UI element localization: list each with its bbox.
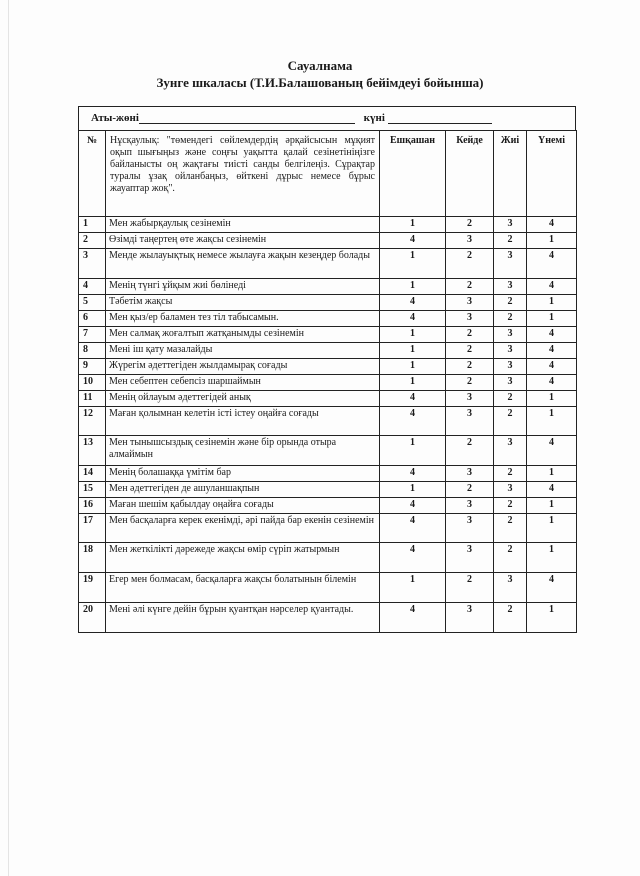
always-score[interactable]: 1 [527,466,577,482]
often-score[interactable]: 3 [494,375,527,391]
table-row [79,249,577,279]
row-statement: Мен жабырқаулық сезінемін [106,217,380,233]
row-statement: Маған қолымнан келетін істі істеу оңайға соғады [106,407,380,436]
row-number: 16 [79,498,106,514]
sometimes-score[interactable]: 3 [446,498,494,514]
often-score[interactable]: 3 [494,573,527,603]
table-row [79,311,577,327]
row-number: 8 [79,343,106,359]
often-score[interactable]: 3 [494,482,527,498]
always-score[interactable]: 1 [527,514,577,543]
row-number: 14 [79,466,106,482]
never-score[interactable]: 1 [380,279,446,295]
never-score[interactable]: 4 [380,603,446,633]
row-number: 13 [79,436,106,466]
table-row [79,233,577,249]
always-score[interactable]: 1 [527,233,577,249]
always-score[interactable]: 4 [527,279,577,295]
col-num: № [79,131,106,217]
table-row [79,295,577,311]
date-label: күні [363,112,385,124]
row-statement: Мен тынышсыздық сезінемін және бір орында отыра алмаймын [106,436,380,466]
always-score[interactable]: 4 [527,327,577,343]
questionnaire-sheet [78,106,576,621]
often-score[interactable]: 3 [494,217,527,233]
row-number: 3 [79,249,106,279]
row-statement: Мен әдеттегіден де ашуланшақпын [106,482,380,498]
often-score[interactable]: 3 [494,327,527,343]
often-score[interactable]: 3 [494,359,527,375]
table-row [79,573,577,603]
sometimes-score[interactable]: 2 [446,279,494,295]
sometimes-score[interactable]: 2 [446,327,494,343]
name-date-row [78,106,576,130]
always-score[interactable]: 4 [527,573,577,603]
row-statement: Маған шешім қабылдау оңайға соғады [106,498,380,514]
always-score[interactable]: 4 [527,375,577,391]
often-score[interactable]: 3 [494,343,527,359]
table-header [79,131,577,217]
table-row [79,514,577,543]
row-number: 4 [79,279,106,295]
often-score[interactable]: 2 [494,514,527,543]
often-score[interactable]: 2 [494,466,527,482]
never-score[interactable]: 4 [380,514,446,543]
row-statement: Мені әлі күнге дейін бұрын қуантқан нәрселер қуантады. [106,603,380,633]
row-number: 1 [79,217,106,233]
row-number: 15 [79,482,106,498]
row-statement: Менің ойлауым әдеттегідей анық [106,391,380,407]
questionnaire-table [78,130,577,633]
sometimes-score[interactable]: 3 [446,295,494,311]
row-statement: Менің болашаққа үмітім бар [106,466,380,482]
row-number: 2 [79,233,106,249]
row-statement: Тәбетім жақсы [106,295,380,311]
table-row [79,217,577,233]
sometimes-score[interactable]: 2 [446,482,494,498]
row-statement: Мені іш қату мазалайды [106,343,380,359]
often-score[interactable]: 3 [494,279,527,295]
table-row [79,391,577,407]
table-row [79,543,577,573]
always-score[interactable]: 4 [527,249,577,279]
page-subtitle: Зунге шкаласы (Т.И.Балашованың бейімдеуі бойынша) [156,75,484,90]
sometimes-score[interactable]: 3 [446,311,494,327]
sometimes-score[interactable]: 3 [446,466,494,482]
row-statement: Өзімді таңертең өте жақсы сезінемін [106,233,380,249]
always-score[interactable]: 4 [527,436,577,466]
row-number: 17 [79,514,106,543]
always-score[interactable]: 1 [527,311,577,327]
page-edge [8,0,9,876]
table-row [79,603,577,633]
row-number: 9 [79,359,106,375]
sometimes-score[interactable]: 3 [446,514,494,543]
sometimes-score[interactable]: 2 [446,217,494,233]
never-score[interactable]: 1 [380,217,446,233]
row-statement: Мен себептен себепсіз шаршаймын [106,375,380,391]
table-row [79,482,577,498]
sometimes-score[interactable]: 3 [446,391,494,407]
always-score[interactable]: 1 [527,295,577,311]
col-never: Ешқашан [380,131,446,217]
table-row [79,343,577,359]
row-number: 19 [79,573,106,603]
row-statement: Менің түнгі ұйқым жиі бөлінеді [106,279,380,295]
never-score[interactable]: 4 [380,498,446,514]
never-score[interactable]: 1 [380,359,446,375]
instruction-text: Нұсқаулық: "төмендегі сөйлемдердің әрқайсысын мұқият оқып шығыңыз және соңғы уақытта қалай сезінетініңізге байланысты оң жақтағы тиісті санды белгілеңіз. Сұрақтар туралы ұзақ ойланбаңыз, өйткені дұрыс немесе бұрыс жауаптар жоқ". [106,131,380,217]
always-score[interactable]: 1 [527,391,577,407]
never-score[interactable]: 4 [380,543,446,573]
table-row [79,407,577,436]
table-row [79,436,577,466]
never-score[interactable]: 1 [380,573,446,603]
often-score[interactable]: 2 [494,498,527,514]
table-row [79,327,577,343]
table-row [79,279,577,295]
row-statement: Мен басқаларға керек екенімді, әрі пайда бар екенін сезінемін [106,514,380,543]
often-score[interactable]: 2 [494,407,527,436]
name-label: Аты-жөні [91,112,139,124]
sometimes-score[interactable]: 2 [446,343,494,359]
table-row [79,498,577,514]
row-number: 20 [79,603,106,633]
never-score[interactable]: 1 [380,249,446,279]
sometimes-score[interactable]: 3 [446,603,494,633]
row-number: 10 [79,375,106,391]
sometimes-score[interactable]: 3 [446,233,494,249]
col-always: Үнемі [527,131,577,217]
date-field[interactable] [388,113,492,124]
always-score[interactable]: 1 [527,603,577,633]
row-statement: Мен қыз/ер баламен тез тіл табысамын. [106,311,380,327]
never-score[interactable]: 4 [380,295,446,311]
always-score[interactable]: 1 [527,407,577,436]
row-number: 7 [79,327,106,343]
often-score[interactable]: 2 [494,391,527,407]
row-number: 11 [79,391,106,407]
col-sometimes: Кейде [446,131,494,217]
always-score[interactable]: 4 [527,343,577,359]
always-score[interactable]: 4 [527,217,577,233]
often-score[interactable]: 2 [494,295,527,311]
often-score[interactable]: 2 [494,311,527,327]
never-score[interactable]: 4 [380,466,446,482]
never-score[interactable]: 1 [380,436,446,466]
page-title: Сауалнама [287,58,353,73]
row-number: 6 [79,311,106,327]
row-number: 18 [79,543,106,573]
never-score[interactable]: 1 [380,375,446,391]
row-statement: Менде жылауықтық немесе жылауға жақын кезеңдер болады [106,249,380,279]
sometimes-score[interactable]: 3 [446,407,494,436]
always-score[interactable]: 4 [527,482,577,498]
always-score[interactable]: 1 [527,543,577,573]
name-field[interactable] [139,113,355,124]
never-score[interactable]: 4 [380,391,446,407]
never-score[interactable]: 1 [380,327,446,343]
row-statement: Жүрегім әдеттегіден жылдамырақ соғады [106,359,380,375]
often-score[interactable]: 3 [494,249,527,279]
always-score[interactable]: 4 [527,359,577,375]
sometimes-score[interactable]: 3 [446,543,494,573]
sometimes-score[interactable]: 2 [446,249,494,279]
col-often: Жиі [494,131,527,217]
table-row [79,375,577,391]
row-statement: Егер мен болмасам, басқаларға жақсы болатынын білемін [106,573,380,603]
often-score[interactable]: 3 [494,436,527,466]
never-score[interactable]: 1 [380,343,446,359]
title-block [0,58,640,91]
often-score[interactable]: 2 [494,603,527,633]
table-row [79,466,577,482]
row-statement: Мен жеткілікті дәрежеде жақсы өмір сүріп жатырмын [106,543,380,573]
often-score[interactable]: 2 [494,543,527,573]
row-statement: Мен салмақ жоғалтып жатқанымды сезінемін [106,327,380,343]
never-score[interactable]: 4 [380,233,446,249]
sometimes-score[interactable]: 2 [446,436,494,466]
often-score[interactable]: 2 [494,233,527,249]
row-number: 5 [79,295,106,311]
sometimes-score[interactable]: 2 [446,359,494,375]
sometimes-score[interactable]: 2 [446,573,494,603]
always-score[interactable]: 1 [527,498,577,514]
never-score[interactable]: 1 [380,482,446,498]
never-score[interactable]: 4 [380,407,446,436]
never-score[interactable]: 4 [380,311,446,327]
table-row [79,359,577,375]
row-number: 12 [79,407,106,436]
sometimes-score[interactable]: 2 [446,375,494,391]
